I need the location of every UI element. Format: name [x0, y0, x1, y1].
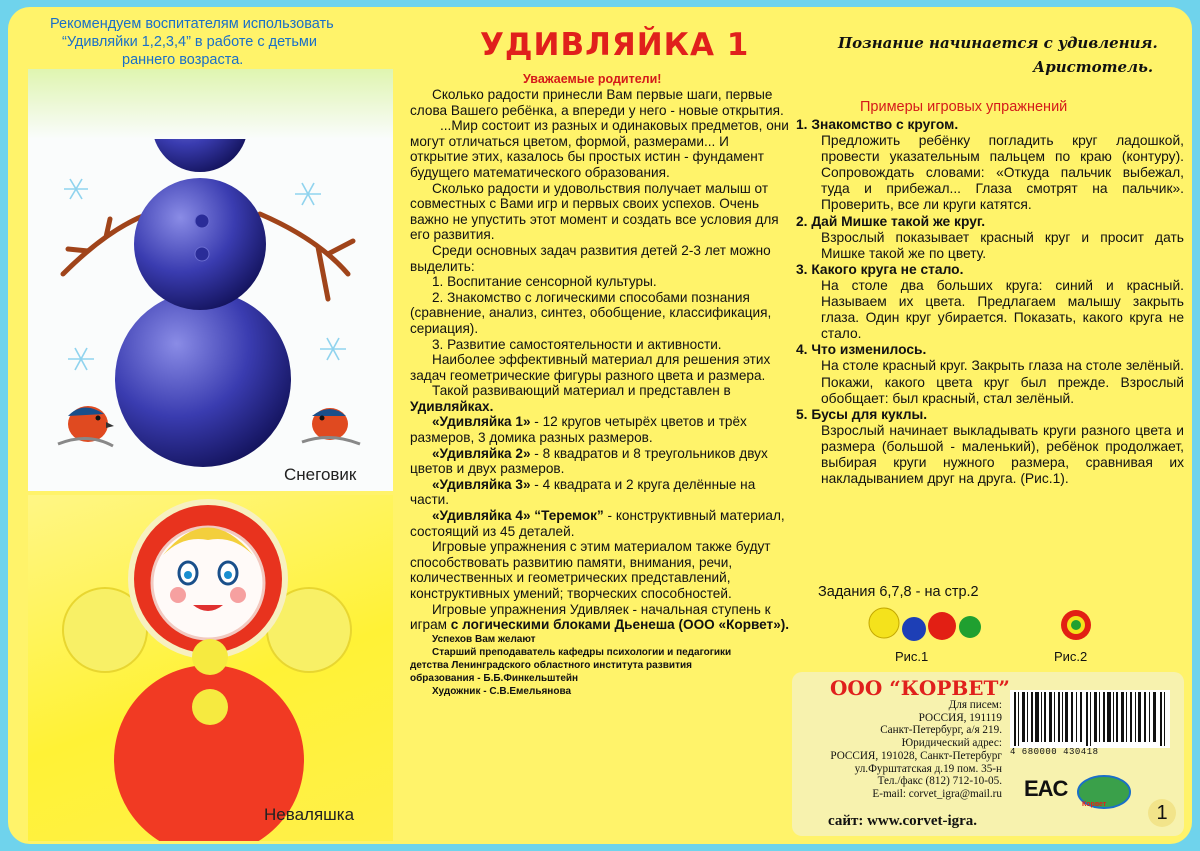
examples-title: Примеры игровых упражнений: [860, 99, 1068, 115]
company-info: [792, 672, 1184, 836]
recommendation-text: Рекомендуем воспитателям использовать “Удивляйки 1,2,3,4” в работе с детьми раннего возраста.: [50, 16, 334, 68]
bird-icon: [302, 408, 360, 444]
medium-circle: [134, 178, 266, 310]
eac-mark: EAC: [1024, 776, 1068, 801]
corvet-logo: [1074, 772, 1140, 812]
fig1-label: Рис.1: [895, 649, 929, 664]
tasks-note: Задания 6,7,8 - на стр.2: [818, 584, 979, 600]
page-number: 1: [1148, 799, 1176, 827]
company-address: Для писем: РОССИЯ, 191119 Санкт-Петербург, а/я 219. Юридический адрес: РОССИЯ, 191028, Санкт-Петербург ул.Фурштатская д.19 пом. 35-н Тел./факс (812) 712-10-05. E-mail: corvet_igra@mail.ru: [830, 699, 1002, 800]
barcode-number: 4 680000 430418: [1010, 747, 1099, 757]
snowman-label: Снеговик: [284, 465, 357, 484]
page-title: УДИВЛЯЙКА 1: [480, 27, 750, 63]
figure-illustrations: [858, 605, 1098, 653]
large-circle: [115, 291, 291, 467]
roly-poly-illustration: [28, 495, 393, 841]
svg-text:Корвет: Корвет: [1082, 801, 1107, 808]
bird-icon: [58, 406, 114, 446]
company-name: ООО “КОРВЕТ”: [830, 676, 1010, 700]
greeting: Уважаемые родители!: [523, 72, 662, 86]
roly-poly-label: Неваляшка: [264, 805, 355, 824]
fig2-label: Рис.2: [1054, 649, 1088, 664]
instruction-sheet: [8, 7, 1192, 844]
credits: Успехов Вам желают Старший преподаватель кафедры психологии и педагогики детства Ленинградского областного института развития образования - Б.Б.Финкельштейн Художник - С.В.Емельянова: [410, 633, 732, 697]
quote: Познание начинается с удивления. Аристотель.: [838, 34, 1158, 76]
snowman-panel: [28, 69, 393, 491]
parent-letter: Сколько радости принесли Вам первые шаги, первые слова Вашего ребёнка, а впереди у него - новые открытия. ...Мир состоит из разных и одинаковых предметов, они могут отличаться цветом, формой, размерами... И открытие этих, казалось бы простых истин - фундамент будущего математического образования. Сколько радости и удовольствия получает малыш от совместных с Вами игр и первых своих успехов. Очень важно не упустить этот момент и создать все условия для его развития. Среди основных задач развития детей 2-3 лет можно выделить: 1. Воспитание сенсорной культуры. 2. Знакомство с логическими способами познания (сравнение, анализ, синтез, обобщение, классификация, сериация). 3. Развитие самостоятельности и активности. Наиболее эффективный материал для решения этих задач геометрические фигуры разного цвета и размера. Такой развивающий материал и представлен в Удивляйках. «Удивляйка 1» - 12 кругов четырёх цветов и трёх размеров, 3 домика разных размеров. «Удивляйка 2» - 8 квадратов и 8 треугольников двух цветов и двух размеров. «Удивляйка 3» - 4 квадрата и 2 круга делённые на части. «Удивляйка 4» “Теремок” - конструктивный материал, состоящий из 45 деталей. Игровые упражнения с этим материалом также будут способствовать развитию памяти, внимания, речи, количественных и геометрических представлений, конструктивных умений; творческих способностей. Игровые упражнения Удивляек - начальная ступень к играм с логическими блоками Дьенеша (ООО «Корвет»). Успехов Вам желают Старший преподаватель кафедры психологии и педагогики детства Ленинградского областного института развития образования - Б.Б.Финкельштейн Художник - С.В.Емельянова: [410, 87, 790, 697]
barcode: [1010, 690, 1170, 748]
website: сайт: www.corvet-igra.: [828, 813, 978, 829]
examples-list: 1. Знакомство с кругом. Предложить ребёнку погладить круг ладошкой, провести указательным пальцем по краю (контуру). Сопровождать словами: «Откуда пальчик выбежал, туда и прибежал... Глаза смотрят на пальчик». Проверить, все ли круги катятся. 2. Дай Мишке такой же круг. Взрослый показывает красный круг и просит дать Мишке такой же по цвету. 3. Какого круга не стало. На столе два больших круга: синий и красный. Называем их цвета. Предлагаем малышу закрыть глаза. Один круг убирается. Показать, какого круга не стало. 4. Что изменилось. На столе красный круг. Закрыть глаза на столе зелёный. Покажи, какого цвета круг был прежде. Взрослый обобщает: был красный, стал зелёный. 5. Бусы для куклы. Взрослый начинает выкладывать круги разного цвета и размера (большой - маленький), ребёнок продолжает, выбирая круги нужного размера, сравнивая их накладыванием друг на друга. (Рис.1).: [796, 117, 1184, 487]
roly-poly-panel: [28, 495, 393, 841]
